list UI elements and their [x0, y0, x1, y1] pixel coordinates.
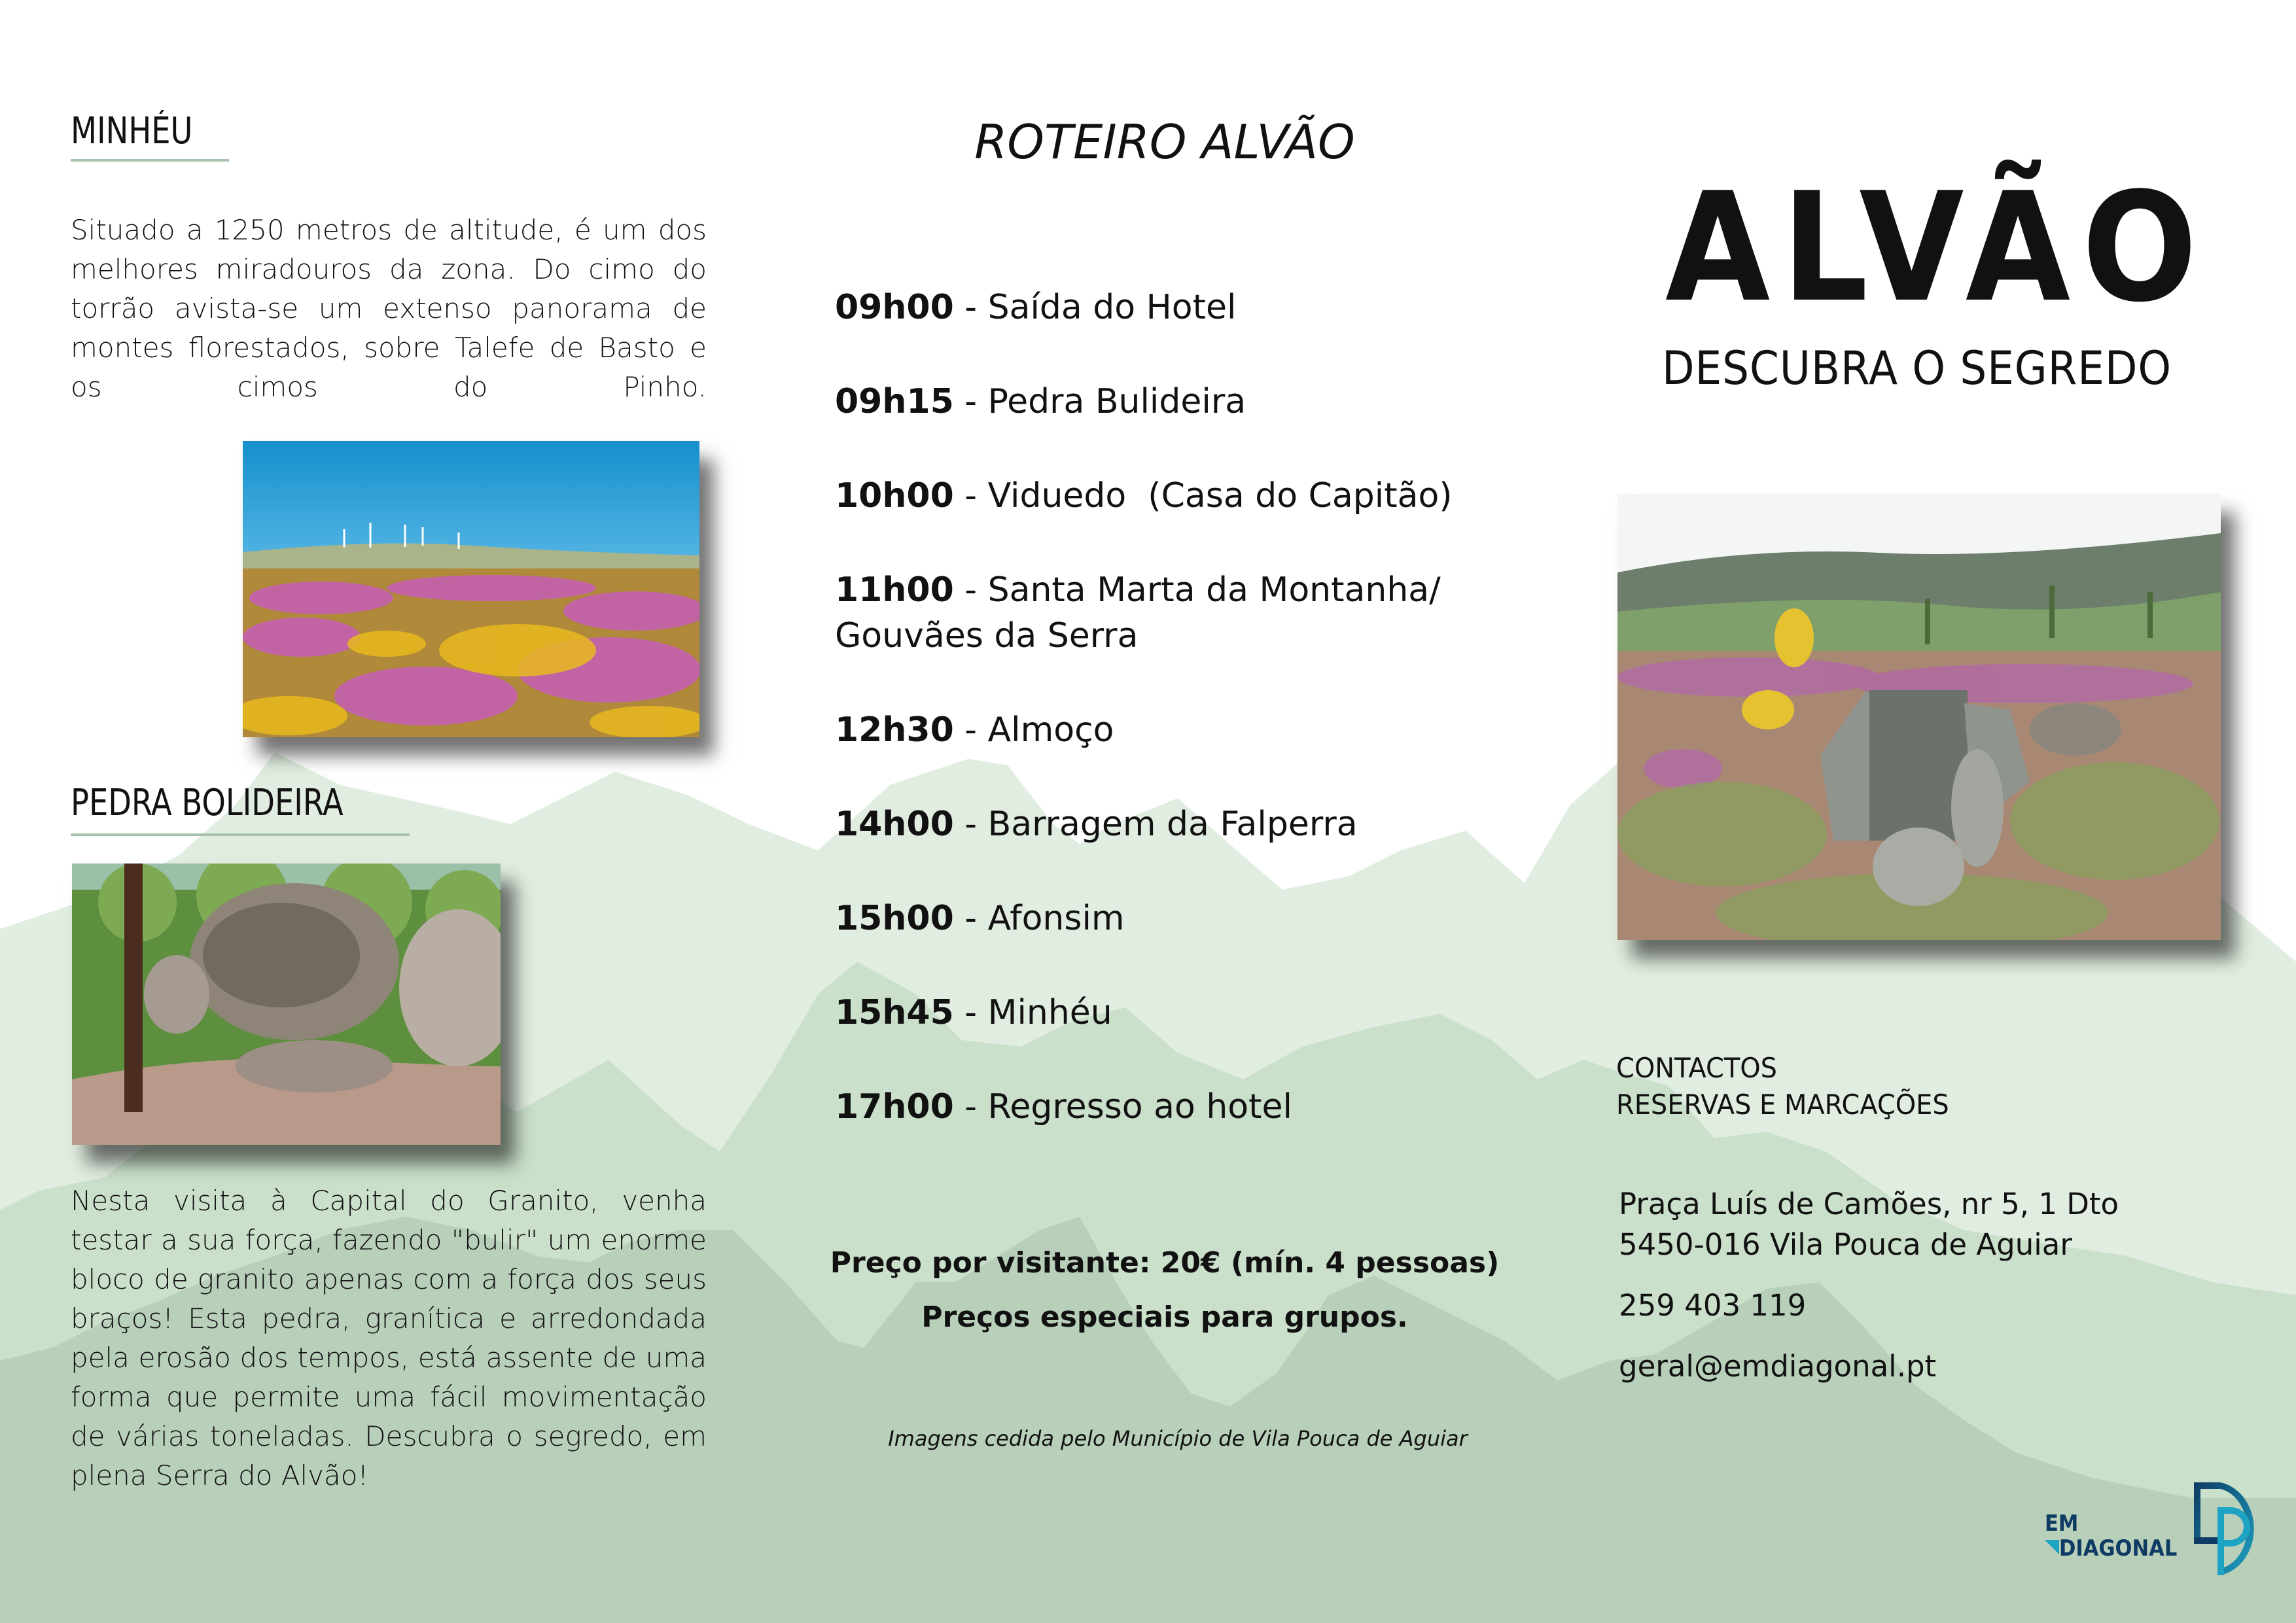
schedule-place: Saída do Hotel — [987, 288, 1237, 327]
email-link[interactable]: geral@emdiagonal.pt — [1619, 1349, 1937, 1384]
address-line2: 5450-016 Vila Pouca de Aguiar — [1619, 1227, 2072, 1262]
address-line1: Praça Luís de Camões, nr 5, 1 Dto — [1619, 1187, 2119, 1221]
schedule-item — [835, 990, 1112, 1036]
contacts-heading — [1616, 1050, 1966, 1123]
group-prices: Preços especiais para grupos. — [921, 1300, 1408, 1334]
logo-dd-mark-icon — [2189, 1480, 2267, 1578]
schedule-time: 15h00 — [835, 899, 954, 938]
schedule-place: Regresso ao hotel — [987, 1087, 1292, 1126]
schedule-separator: - — [953, 288, 988, 327]
contacts-heading-line1: CONTACTOS — [1616, 1052, 1777, 1084]
schedule-separator: - — [953, 805, 988, 844]
schedule-item — [835, 896, 1125, 941]
logo-text-diagonal: DIAGONAL — [2059, 1535, 2178, 1562]
price-per-visitor: Preço por visitante: 20€ (mín. 4 pessoas) — [830, 1246, 1500, 1280]
minheu-title-rule — [71, 159, 229, 162]
schedule-item — [835, 801, 1358, 847]
schedule-time: 12h30 — [835, 710, 954, 750]
schedule-separator: - — [953, 710, 988, 750]
contacts-address — [1619, 1184, 2119, 1265]
schedule-place: Barragem da Falperra — [987, 805, 1358, 844]
pedra-bolideira-photo — [72, 864, 501, 1145]
schedule-separator: - — [953, 899, 988, 938]
dolmen-photo — [1617, 494, 2221, 940]
schedule-item — [835, 707, 1114, 753]
logo-text-em: EM — [2045, 1510, 2079, 1537]
schedule-separator: - — [953, 993, 988, 1032]
schedule-place-continued: Gouvães da Serra — [835, 616, 1139, 655]
pedra-bolideira-description: Nesta visita à Capital do Granito, venha testar a sua força, fazendo "bulir" um enorme bloco de granito apenas com a força dos seus braços! Esta pedra, granítica e arredondada pela erosão dos tempos, está assente de uma forma que permite uma fácil movimentação de várias toneladas. Descubra o segredo, em plena Serra do Alvão! — [71, 1185, 707, 1492]
schedule-time: 15h45 — [835, 993, 954, 1032]
schedule-place: Minhéu — [987, 993, 1112, 1032]
roteiro-title: ROTEIRO ALVÃO — [974, 114, 1355, 169]
schedule-separator: - — [953, 570, 988, 610]
phone-number[interactable]: 259 403 119 — [1619, 1288, 1807, 1323]
brand-tagline: DESCUBRA O SEGREDO — [1662, 341, 2172, 395]
pedra-bolideira-section — [71, 782, 410, 836]
schedule-time: 09h15 — [835, 382, 954, 421]
logo-triangle-icon — [2045, 1540, 2059, 1554]
minheu-title: MINHÉU — [71, 110, 193, 152]
schedule-item — [835, 473, 1453, 519]
schedule-item — [835, 567, 1441, 659]
minheu-photo-image — [243, 441, 699, 737]
pedra-bolideira-title-rule — [71, 833, 410, 836]
schedule-item — [835, 1084, 1292, 1130]
schedule-item — [835, 379, 1246, 425]
schedule-place: Pedra Bulideira — [987, 382, 1246, 421]
schedule-place: Afonsim — [987, 899, 1125, 938]
schedule-item — [835, 285, 1236, 330]
schedule-separator: - — [953, 1087, 988, 1126]
em-diagonal-logo — [2045, 1480, 2274, 1578]
schedule-time: 11h00 — [835, 570, 954, 610]
schedule-place: Viduedo (Casa do Capitão) — [987, 476, 1453, 515]
schedule-place: Santa Marta da Montanha/ — [987, 570, 1441, 610]
schedule-place: Almoço — [987, 710, 1114, 750]
schedule-separator: - — [953, 382, 988, 421]
schedule-time: 14h00 — [835, 805, 954, 844]
brand-title: ALVÃO — [1665, 161, 2209, 336]
pedra-bolideira-photo-image — [72, 864, 501, 1145]
schedule-separator: - — [953, 476, 988, 515]
contacts-heading-line2: RESERVAS E MARCAÇÕES — [1616, 1089, 1949, 1121]
schedule-time: 10h00 — [835, 476, 954, 515]
image-credit: Imagens cedida pelo Município de Vila Pouca de Aguiar — [888, 1426, 1468, 1451]
schedule-time: 17h00 — [835, 1087, 954, 1126]
schedule-time: 09h00 — [835, 288, 954, 327]
dolmen-photo-image — [1617, 494, 2221, 940]
minheu-photo — [243, 441, 699, 737]
pedra-bolideira-title: PEDRA BOLIDEIRA — [71, 782, 344, 824]
minheu-description: Situado a 1250 metros de altitude, é um dos melhores miradouros da zona. Do cimo do torrão avista-se um extenso panorama de montes florestados, sobre Talefe de Basto e os cimos do Pinho. — [71, 214, 707, 403]
minheu-section — [71, 110, 229, 162]
